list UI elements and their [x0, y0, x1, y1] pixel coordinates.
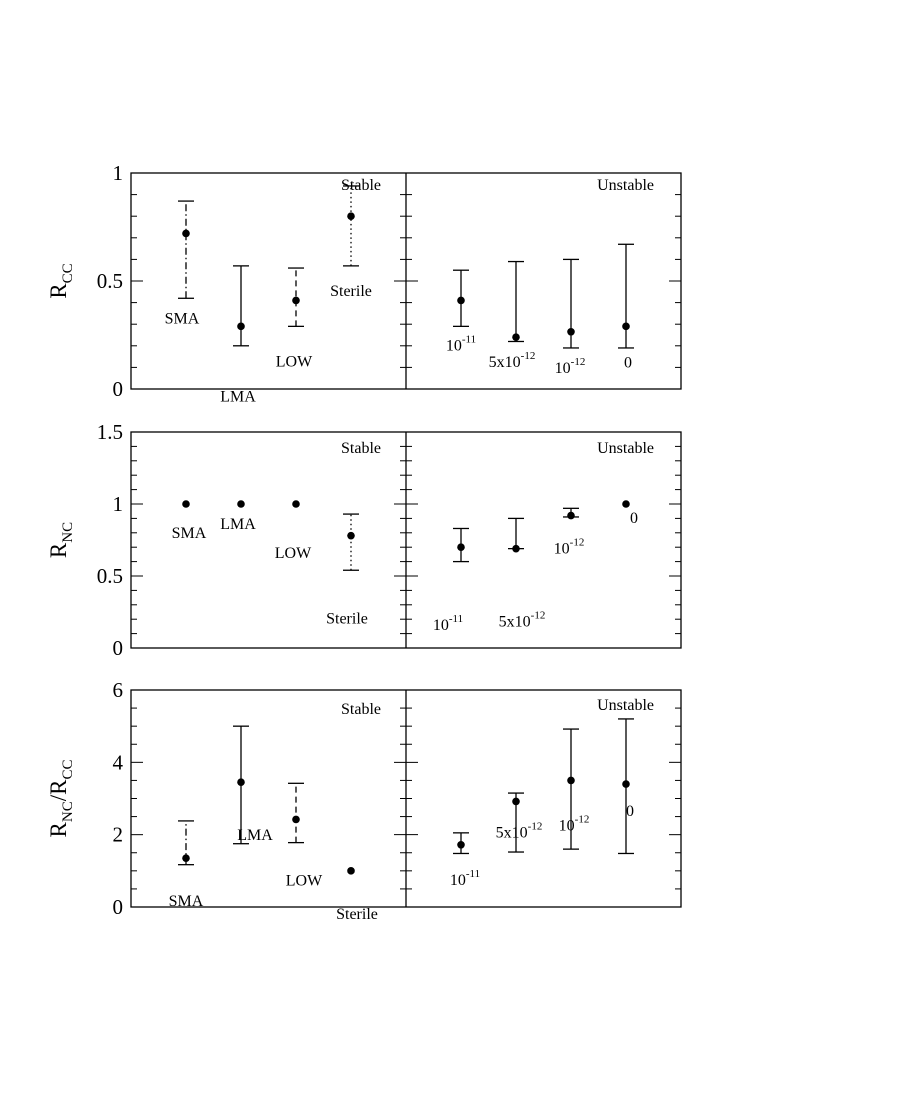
point-label: SMA [168, 893, 204, 911]
marker [512, 545, 520, 553]
chart-2 [46, 420, 681, 660]
marker [567, 512, 575, 520]
point-label: SMA [164, 310, 200, 328]
marker [237, 323, 245, 331]
panel-label: Unstable [597, 440, 654, 457]
point-label: $10^{-12}$ [553, 536, 585, 558]
data-point [499, 518, 546, 630]
point-label: LMA [220, 516, 256, 533]
data-point [489, 262, 536, 372]
point-label: $10^{-12}$ [558, 813, 590, 835]
panel-stable [169, 701, 381, 923]
marker [512, 333, 520, 341]
chart-3 [46, 678, 681, 923]
point-label: $5x10^{-12}$ [488, 350, 536, 372]
panel-unstable [450, 697, 654, 889]
point-label: Sterile [336, 905, 378, 923]
data-point [169, 821, 204, 910]
y-tick-label: 4 [112, 750, 123, 775]
data-point [618, 719, 634, 854]
marker [457, 841, 465, 849]
y-tick-label: 6 [112, 678, 123, 702]
data-point [555, 259, 586, 376]
y-tick-label: 0 [112, 377, 123, 401]
y-tick-label: 1 [112, 161, 123, 185]
y-axis-label: $R_{CC}$ [46, 263, 76, 299]
point-label: LOW [274, 545, 312, 562]
data-point [233, 726, 273, 844]
point-label: LMA [220, 388, 256, 406]
point-label: $10^{-11}$ [449, 867, 481, 889]
data-point [618, 244, 634, 371]
data-point [554, 508, 585, 557]
point-label: 0 [626, 803, 634, 821]
marker [622, 323, 630, 331]
panel-label: Unstable [597, 177, 654, 194]
marker [292, 500, 300, 508]
y-tick-label: 0 [112, 636, 123, 660]
point-label: SMA [171, 525, 207, 542]
data-point [622, 500, 638, 527]
marker [567, 328, 575, 336]
point-label: 0 [630, 510, 638, 527]
panel-unstable [433, 440, 654, 634]
point-label: $10^{-12}$ [554, 355, 586, 377]
data-point [433, 528, 469, 634]
y-tick-label: 2 [112, 822, 123, 847]
data-point [559, 729, 590, 849]
panel-stable [165, 177, 381, 405]
data-point [336, 867, 378, 923]
marker [182, 854, 190, 862]
marker [347, 212, 355, 220]
point-label: LOW [285, 872, 323, 890]
panel-label: Unstable [597, 697, 654, 714]
marker [292, 816, 300, 824]
y-axis-label: $R_{NC}$ [46, 521, 76, 559]
y-tick-label: 0.5 [96, 269, 123, 293]
marker [457, 543, 465, 551]
point-label: 0 [624, 354, 632, 372]
panel-stable [172, 440, 381, 628]
marker [622, 780, 630, 788]
marker [182, 230, 190, 238]
data-point [286, 783, 323, 889]
chart-1 [46, 161, 681, 405]
panel-label: Stable [341, 177, 381, 194]
marker [347, 532, 355, 540]
marker [237, 778, 245, 786]
panel-label: Stable [341, 701, 381, 718]
data-point [172, 500, 207, 542]
data-point [220, 500, 256, 533]
data-point [326, 514, 368, 628]
y-tick-label: 1.5 [96, 420, 123, 444]
marker [347, 867, 355, 875]
marker [182, 500, 190, 508]
marker [567, 777, 575, 785]
point-label: $10^{-11}$ [445, 333, 477, 355]
data-point [276, 268, 313, 370]
y-tick-label: 0.5 [96, 564, 123, 588]
point-label: $5x10^{-12}$ [498, 609, 546, 631]
data-point [275, 500, 312, 562]
marker [237, 500, 245, 508]
data-point [450, 833, 480, 889]
data-point [496, 793, 543, 852]
data-point [165, 201, 200, 327]
point-label: $5x10^{-12}$ [495, 820, 543, 842]
point-label: $10^{-11}$ [432, 613, 464, 635]
panel-unstable [446, 177, 654, 377]
data-point [446, 270, 476, 354]
panel-label: Stable [341, 440, 381, 457]
y-tick-label: 1 [112, 492, 123, 516]
point-label: Sterile [330, 283, 372, 301]
marker [292, 297, 300, 305]
y-axis-label: $R_{NC}/R_{CC}$ [46, 759, 76, 838]
marker [512, 798, 520, 806]
y-tick-label: 0 [112, 895, 123, 919]
marker [622, 500, 630, 508]
point-label: LMA [237, 827, 273, 845]
data-point [220, 266, 256, 405]
marker [457, 297, 465, 305]
point-label: LOW [275, 353, 313, 371]
point-label: Sterile [326, 610, 368, 628]
data-point [330, 186, 372, 300]
